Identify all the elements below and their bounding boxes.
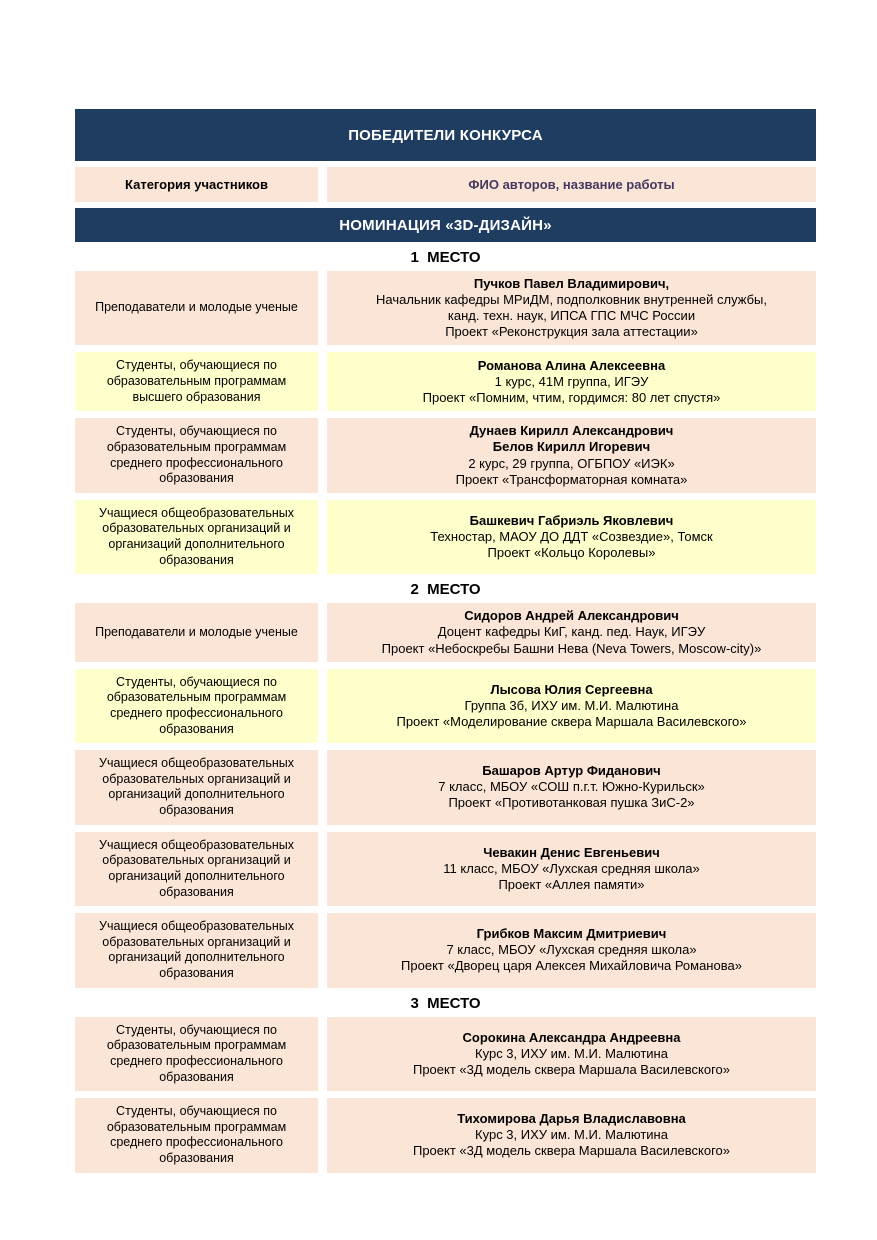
column-header-row — [75, 167, 816, 202]
winner-detail: Группа 3б, ИХУ им. М.И. Малютина — [464, 697, 679, 713]
winner-name: Сидоров Андрей Александрович — [464, 608, 679, 624]
winner-detail: Курс 3, ИХУ им. М.И. Малютина — [475, 1045, 668, 1061]
document-title-banner: ПОБЕДИТЕЛИ КОНКУРСА — [75, 109, 816, 161]
winner-name: Лысова Юлия Сергеевна — [490, 681, 653, 697]
winner-detail: 1 курс, 41М группа, ИГЭУ — [494, 373, 649, 389]
place-heading: 3 МЕСТО — [410, 994, 481, 1012]
sections — [75, 249, 816, 1173]
winner-detail: 7 класс, МБОУ «СОШ п.г.т. Южно-Курильск» — [438, 779, 705, 795]
table-row — [75, 271, 816, 345]
winner-detail: Проект «3Д модель сквера Маршала Василевского» — [412, 1143, 731, 1159]
place-heading: 1 МЕСТО — [410, 249, 481, 266]
category-cell: Студенты, обучающиеся по образовательным программам среднего профессионального образования — [75, 669, 318, 744]
place-heading: 2 МЕСТО — [410, 581, 481, 599]
winner-detail: Доцент кафедры КиГ, канд. пед. Наук, ИГЭУ — [437, 624, 706, 640]
table-row — [75, 352, 816, 411]
winner-detail: Проект «Противотанковая пушка ЗиС-2» — [448, 795, 695, 811]
winner-name: Грибков Максим Дмитриевич — [476, 926, 667, 942]
winner-name: Белов Кирилл Игоревич — [492, 439, 651, 455]
table-row — [75, 832, 816, 907]
column-header-authors: ФИО авторов, название работы — [327, 167, 816, 202]
category-cell: Студенты, обучающиеся по образовательным программам среднего профессионального образования — [75, 1017, 318, 1092]
winner-detail: Техностар, МАОУ ДО ДДТ «Созвездие», Томск — [430, 529, 713, 544]
winner-cell — [327, 500, 816, 575]
category-cell: Учащиеся общеобразовательных образовательных организаций и организаций дополнительного образования — [75, 913, 318, 988]
winners-table — [75, 109, 816, 1180]
winner-cell — [327, 669, 816, 744]
category-cell: Учащиеся общеобразовательных образовательных организаций и организаций дополнительного образования — [75, 750, 318, 825]
winner-detail: Проект «Небоскребы Башни Нева (Neva Towers, Moscow-city)» — [381, 640, 762, 656]
winner-name: Сорокина Александра Андреевна — [462, 1029, 681, 1045]
table-row — [75, 603, 816, 661]
winner-detail: Курс 3, ИХУ им. М.И. Малютина — [475, 1127, 668, 1143]
table-row — [75, 1017, 816, 1092]
winner-name: Башаров Артур Фиданович — [482, 763, 661, 779]
category-cell: Студенты, обучающиеся по образовательным программам среднего профессионального образования — [75, 1098, 318, 1173]
winner-cell — [327, 1098, 816, 1173]
winner-name: Романова Алина Алексеевна — [477, 357, 666, 373]
table-row — [75, 500, 816, 575]
winner-detail: канд. техн. наук, ИПСА ГПС МЧС России — [447, 308, 696, 324]
table-row — [75, 913, 816, 988]
table-row — [75, 418, 816, 493]
winner-name: Тихомирова Дарья Владиславовна — [457, 1111, 686, 1127]
winner-detail: Проект «Аллея памяти» — [498, 876, 645, 892]
category-cell: Студенты, обучающиеся по образовательным программам среднего профессионального образования — [75, 418, 318, 493]
winner-detail: Проект «3Д модель сквера Маршала Василевского» — [412, 1061, 731, 1077]
winner-detail: Проект «Реконструкция зала аттестации» — [445, 324, 698, 340]
winner-detail: Проект «Трансформаторная комната» — [455, 471, 688, 487]
winner-detail: 7 класс, МБОУ «Лухская средняя школа» — [446, 942, 697, 958]
table-row — [75, 1098, 816, 1173]
category-cell: Учащиеся общеобразовательных образовательных организаций и организаций дополнительного образования — [75, 500, 318, 575]
table-row — [75, 750, 816, 825]
winner-name: Пучков Павел Владимирович, — [473, 276, 670, 291]
table-row — [75, 669, 816, 744]
category-cell: Преподаватели и молодые ученые — [75, 603, 318, 661]
winner-name: Чевакин Денис Евгеньевич — [483, 844, 660, 860]
winner-detail: 11 класс, МБОУ «Лухская средняя школа» — [443, 860, 700, 876]
winner-cell — [327, 603, 816, 661]
winner-name: Дунаев Кирилл Александрович — [469, 423, 674, 439]
winner-cell — [327, 1017, 816, 1092]
winner-cell — [327, 418, 816, 493]
winner-detail: Проект «Помним, чтим, гордимся: 80 лет спустя» — [422, 389, 721, 405]
winner-cell — [327, 352, 816, 411]
winner-cell — [327, 750, 816, 825]
category-cell: Учащиеся общеобразовательных образовательных организаций и организаций дополнительного образования — [75, 832, 318, 907]
category-cell: Студенты, обучающиеся по образовательным программам высшего образования — [75, 352, 318, 411]
winner-name: Башкевич Габриэль Яковлевич — [469, 512, 674, 528]
winner-detail: Проект «Дворец царя Алексея Михайловича Романова» — [401, 958, 742, 974]
winner-cell — [327, 271, 816, 345]
winner-detail: Начальник кафедры МРиДМ, подполковник внутренней службы, — [376, 292, 767, 308]
winner-detail: 2 курс, 29 группа, ОГБПОУ «ИЭК» — [468, 455, 675, 471]
column-header-category: Категория участников — [75, 167, 318, 202]
winner-cell — [327, 913, 816, 988]
winner-detail: Проект «Кольцо Королевы» — [487, 545, 656, 561]
winner-cell — [327, 832, 816, 907]
winner-detail: Проект «Моделирование сквера Маршала Василевского» — [396, 713, 747, 729]
nomination-banner: НОМИНАЦИЯ «3D-ДИЗАЙН» — [75, 208, 816, 242]
category-cell: Преподаватели и молодые ученые — [75, 271, 318, 345]
